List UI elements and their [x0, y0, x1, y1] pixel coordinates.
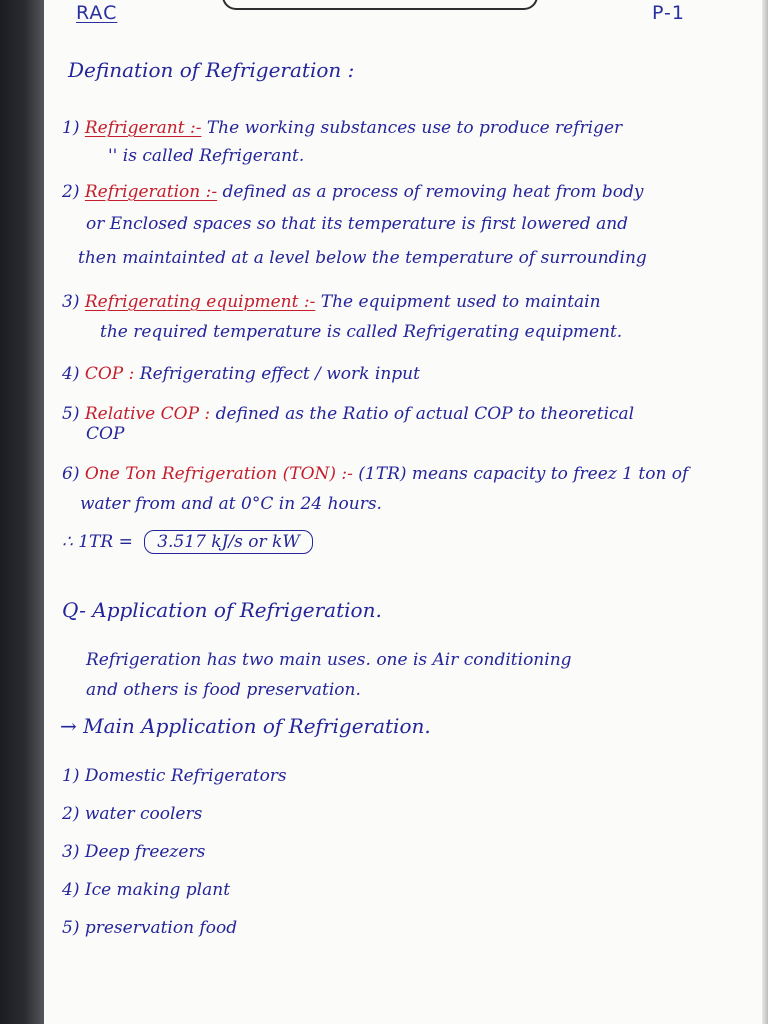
page-binding-edge [0, 0, 44, 1024]
header-subject: RAC [76, 2, 118, 24]
header-page-number: P-1 [652, 2, 685, 24]
definition-item-6 [62, 464, 742, 484]
definition-item-3-cont: the required temperature is called Refrigerating equipment. [100, 322, 623, 342]
item-text: The equipment used to maintain [320, 292, 601, 312]
list-text: Deep freezers [84, 842, 206, 862]
item-number: 6) [62, 464, 80, 484]
item-term: COP : [84, 364, 135, 384]
definition-item-1 [62, 118, 742, 138]
list-text: Ice making plant [84, 880, 231, 900]
application-list-item-5 [62, 918, 742, 938]
item-term: Refrigeration :- [84, 182, 218, 202]
item-number: 2) [62, 182, 80, 202]
list-text: preservation food [84, 918, 238, 938]
item-number: 4) [62, 364, 80, 384]
list-number: 1) [62, 766, 80, 786]
definition-item-4 [62, 364, 742, 384]
list-text: water coolers [84, 804, 203, 824]
list-number: 5) [62, 918, 80, 938]
application-intro-1: Refrigeration has two main uses. one is Air conditioning [86, 650, 572, 670]
list-text: Domestic Refrigerators [84, 766, 287, 786]
application-list-item-2 [62, 804, 742, 824]
application-title: Q- Application of Refrigeration. [62, 598, 382, 622]
definition-item-6-cont: water from and at 0°C in 24 hours. [80, 494, 382, 514]
application-list-item-3 [62, 842, 742, 862]
item-text: Refrigerating effect / work input [139, 364, 420, 384]
list-number: 4) [62, 880, 80, 900]
formula-boxed-value: 3.517 kJ/s or kW [144, 530, 313, 554]
list-number: 3) [62, 842, 80, 862]
item-number: 3) [62, 292, 80, 312]
list-number: 2) [62, 804, 80, 824]
item-text: The working substances use to produce refriger [206, 118, 623, 138]
item-number: 5) [62, 404, 80, 424]
application-list-item-4 [62, 880, 742, 900]
item-number: 1) [62, 118, 80, 138]
item-term: Refrigerant :- [84, 118, 202, 138]
definition-item-2 [62, 182, 742, 202]
item-text: defined as a process of removing heat from body [222, 182, 644, 202]
main-application-title: → Main Application of Refrigeration. [60, 714, 431, 738]
application-list-item-1 [62, 766, 742, 786]
definition-item-2-cont: or Enclosed spaces so that its temperature is first lowered and [86, 214, 629, 234]
formula-line [62, 530, 742, 554]
definition-title: Defination of Refrigeration : [68, 58, 355, 82]
definition-item-2-cont2: then maintainted at a level below the temperature of surrounding [78, 248, 647, 268]
clipboard-clip [222, 0, 538, 10]
definition-item-5 [62, 404, 742, 424]
definition-item-3 [62, 292, 742, 312]
application-intro-2: and others is food preservation. [86, 680, 361, 700]
item-term: Refrigerating equipment :- [84, 292, 316, 312]
definition-item-1-cont: '' is called Refrigerant. [108, 146, 305, 166]
item-term: Relative COP : [84, 404, 211, 424]
item-text: defined as the Ratio of actual COP to theoretical [215, 404, 635, 424]
formula-prefix: ∴ 1TR = [62, 532, 133, 552]
definition-item-5-cont: COP [86, 424, 125, 444]
item-text: (1TR) means capacity to freez 1 ton of [358, 464, 689, 484]
item-term: One Ton Refrigeration (TON) :- [84, 464, 353, 484]
